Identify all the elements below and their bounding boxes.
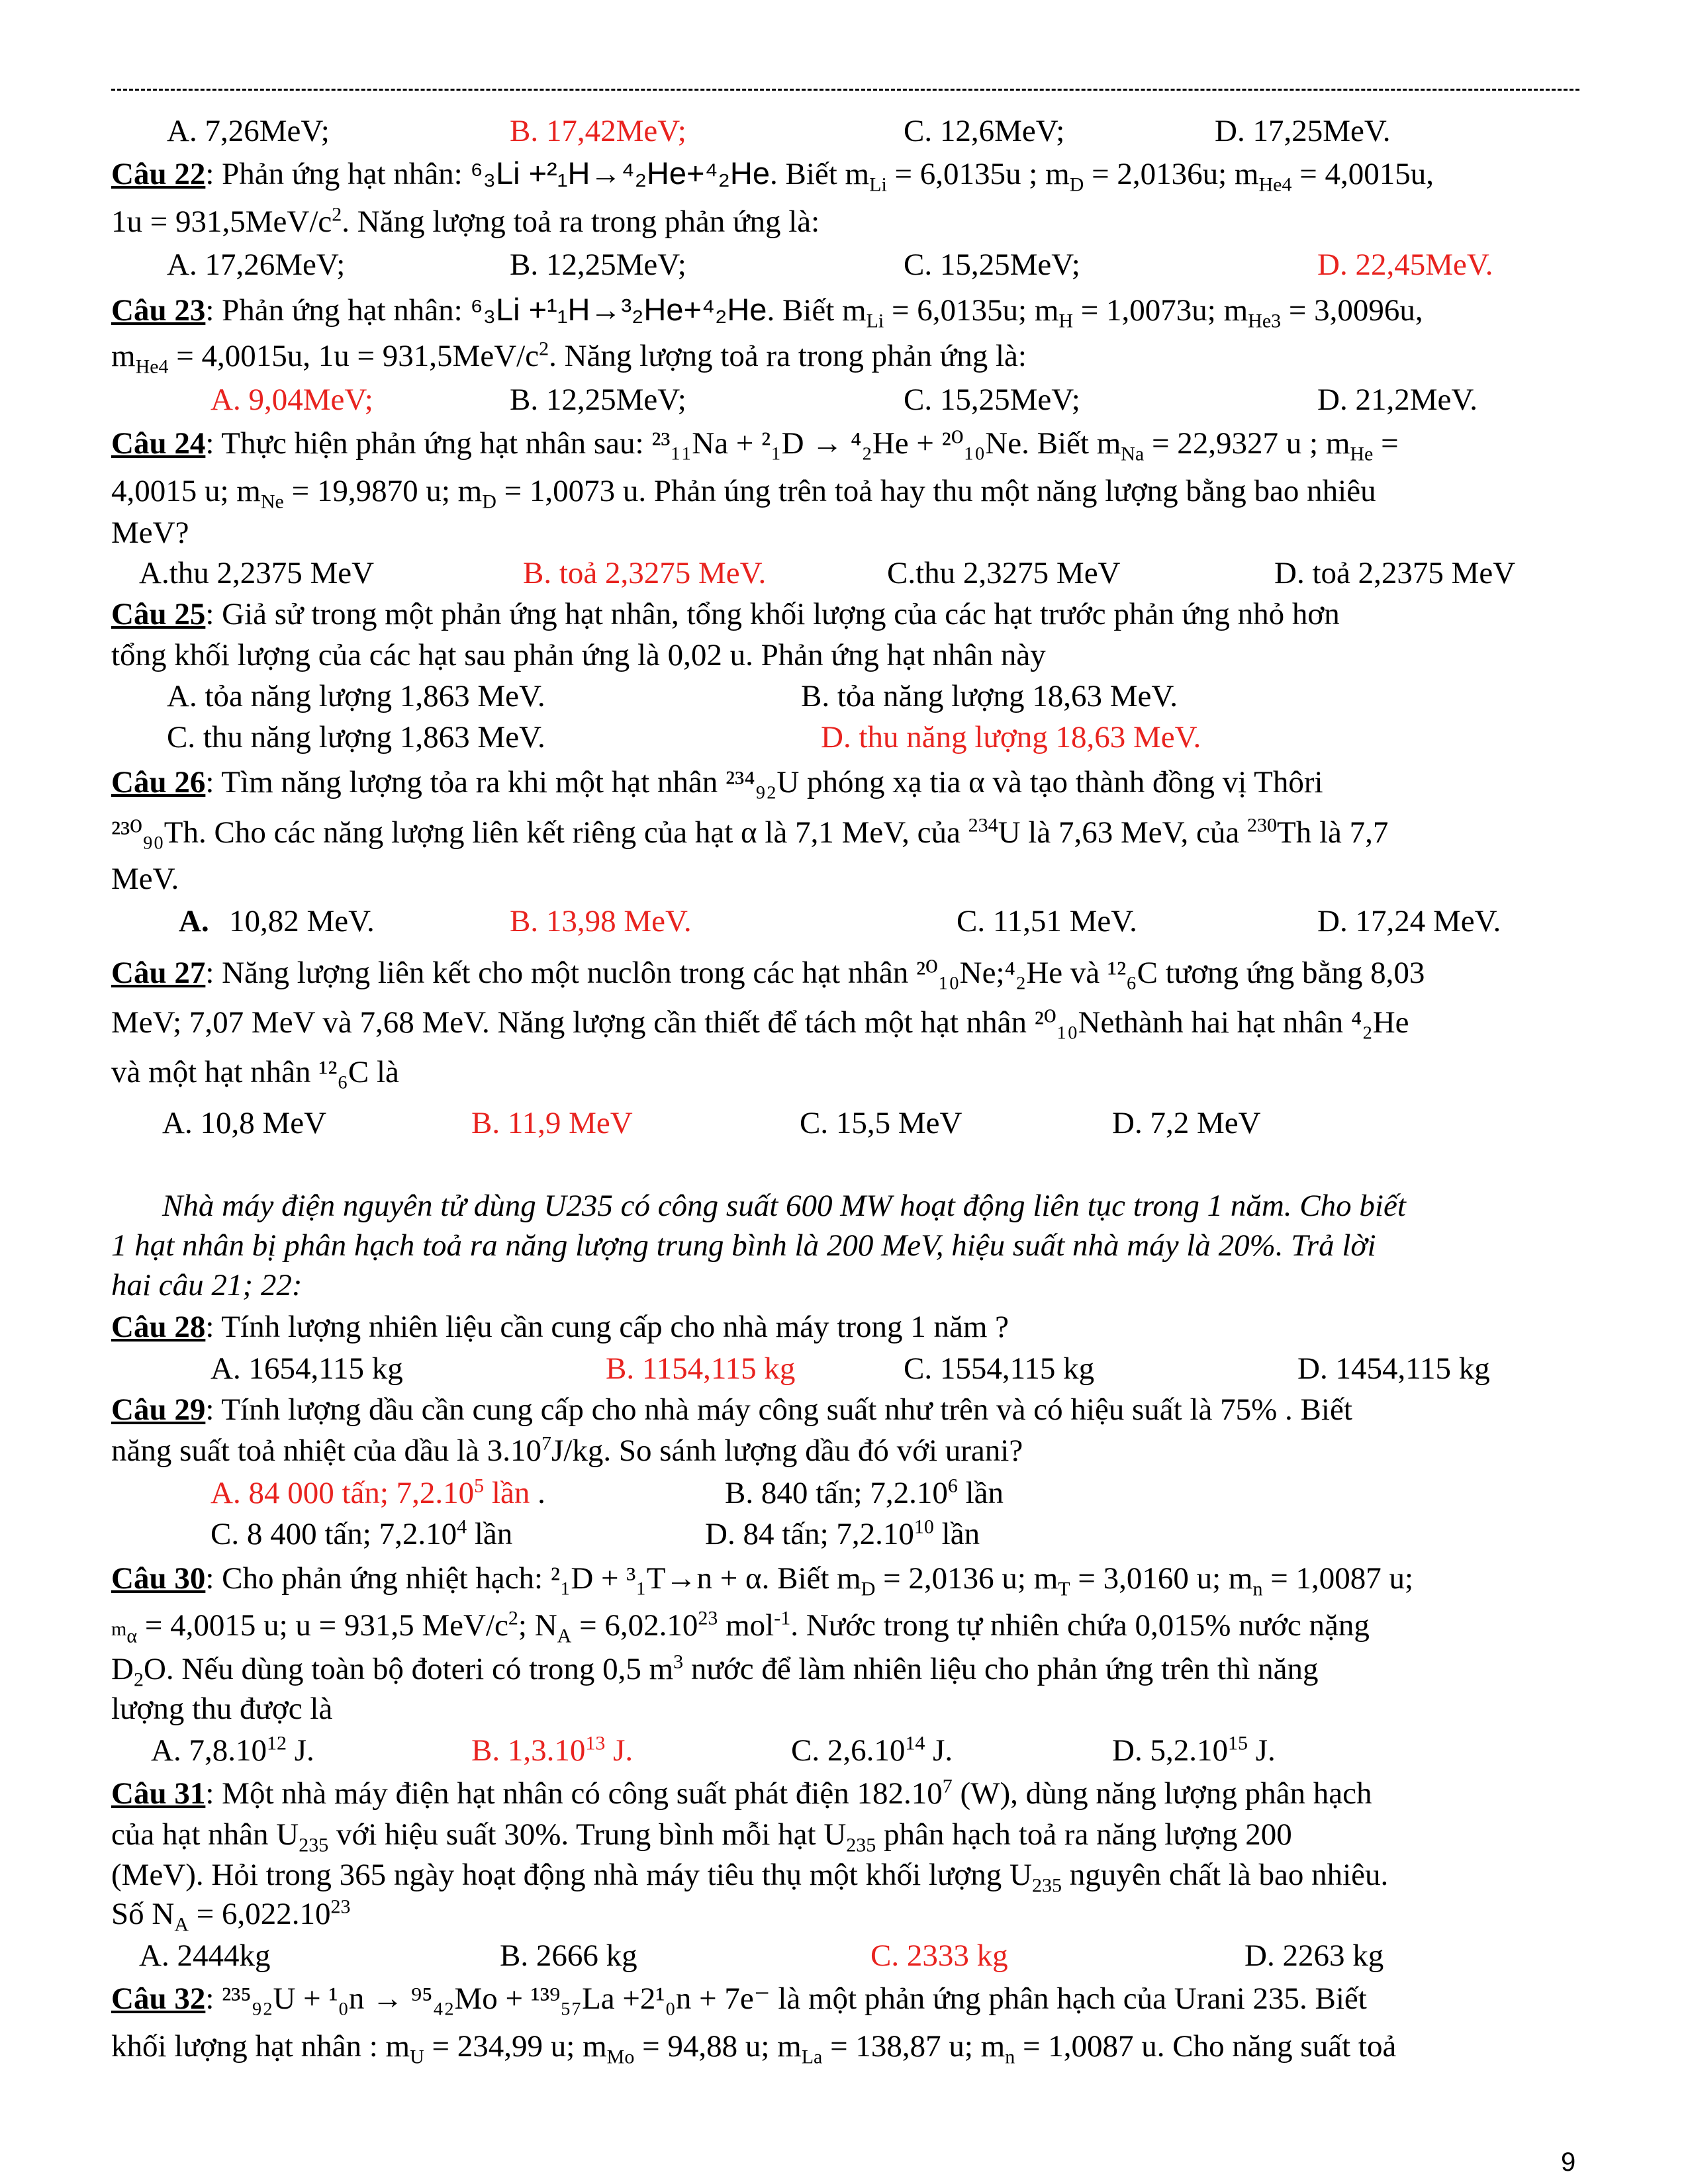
q27-sep: ; [996,956,1005,990]
q30-line3-b: O. Nếu dùng toàn bộ đoteri có trong 0,5 m [143,1652,674,1686]
q32-sub-n: n [1005,2046,1015,2068]
q32-sub-u: U [410,2046,424,2068]
q27-label: Câu 27 [111,956,206,990]
q27-line3-a: và một hạt nhân [111,1055,319,1089]
q22-formula: ⁶₃Li +²₁H→⁴₂He+⁴₂He [470,156,770,191]
q30-answer-b-text: B. 1,3.10 [471,1733,586,1768]
q30-line3-a: D [111,1652,134,1686]
q23-line2-c: . Năng lượng toả ra trong phản ứng là: [549,339,1027,373]
q22-text-e: = 4,0015u, [1291,157,1434,191]
q26-answer-c: C. 11,51 MeV. [957,904,1137,938]
page-number: 9 [1561,2148,1576,2177]
q29-answer-c [211,1514,512,1554]
q24-text-b: . Biết m [1021,426,1121,461]
q28-answer-c: C. 1554,115 kg [904,1351,1095,1386]
q27-answer-d: D. 7,2 MeV [1112,1106,1261,1140]
q31-line4 [111,1894,351,1934]
q29-line2 [111,1431,1023,1471]
q30-answer-c-text: C. 2,6.10 [791,1733,906,1768]
q22-line2 [111,202,820,242]
q30-sub-n: n [1252,1578,1263,1600]
q24-sub-na: Na [1121,443,1145,465]
q29-answer-a-sup: 5 [474,1475,485,1497]
q30-line2-sup3: -1 [774,1607,791,1629]
q28-answer-d: D. 1454,115 kg [1297,1351,1490,1386]
q30-line2-b: ; N [518,1608,557,1643]
q27-line2-a: MeV; 7,07 MeV và 7,68 MeV. Năng lượng cần thiết để tách một hạt nhân [111,1005,1035,1040]
q22-line1 [111,154,1434,194]
q32-line1-b: là một phản ứng phân hạch của Urani 235. Biết [778,1981,1367,2016]
q30-sub-d: D [861,1578,876,1600]
q26-line2 [111,813,1388,852]
q27-line3-b: là [369,1055,399,1089]
q23-label: Câu 23 [111,293,206,328]
q32-line2-a: khối lượng hạt nhân : m [111,2029,410,2064]
q28-answer-b: B. 1154,115 kg [606,1351,796,1386]
q30-line2-a: = 4,0015 u; u = 931,5 MeV/c [137,1608,508,1643]
q31-line3 [111,1855,1388,1895]
q29-answer-a [211,1473,545,1513]
q31-line4-a: Số N [111,1897,175,1931]
q29-answer-c-sup: 4 [457,1516,467,1538]
q23-answer-c: C. 15,25MeV; [904,383,1080,417]
q30-answer-b-sup: 13 [585,1732,606,1754]
q29-answer-c-text: C. 8 400 tấn; 7,2.10 [211,1517,457,1551]
dashed-separator [111,89,1579,91]
q25-line1 [111,594,1340,634]
q23-line2 [111,336,1027,376]
q26-answer-d: D. 17,24 MeV. [1317,904,1501,938]
q24-sub-d: D [482,490,496,513]
q27-nuclide-c-2: ¹²₆C [318,1055,369,1089]
q29-answer-b-text: B. 840 tấn; 7,2.10 [725,1476,948,1510]
q29-answer-a-dot: . [530,1476,545,1510]
q23-sub-h: H [1058,310,1074,332]
q26-sup-234: 234 [968,814,998,837]
q27-nuclide-he-2: ⁴₂He [1350,1005,1409,1040]
q27-nuclide-ne: ²⁰₁₀Ne [915,956,996,990]
q32-line2-b: = 234,99 u; m [424,2029,607,2064]
q23-text-d: = 1,0073u; m [1073,293,1248,328]
q27-line1-b: tương ứng bằng 8,03 [1157,956,1425,990]
q29-answer-d-text: D. 84 tấn; 7,2.10 [705,1517,914,1551]
q30-line2-sup2: 23 [698,1607,718,1629]
q23-line2-sup: 2 [539,338,549,360]
q32-sub-mo: Mo [606,2046,635,2068]
q25-answer-d: D. thu năng lượng 18,63 MeV. [821,720,1201,754]
q30-line1-d: = 3,0160 u; m [1070,1561,1253,1596]
q28-label: Câu 28 [111,1310,206,1344]
q30-line1-c: = 2,0136 u; m [875,1561,1058,1596]
q22-text-c: = 6,0135u ; m [886,157,1070,191]
q29-answer-a-text: A. 84 000 tấn; 7,2.10 [211,1476,475,1510]
q24-text-a: : Thực hiện phản ứng hạt nhân sau: [205,426,652,461]
q30-line3-sub: 2 [133,1668,144,1691]
q22-answer-a: A. 17,26MeV; [167,248,346,282]
q24-formula: ²³₁₁Na + ²₁D → ⁴₂He + ²⁰₁₀Ne [651,426,1022,461]
q24-line2-c: = 1,0073 u. Phản úng trên toả hay thu một năng lượng bằng bao nhiêu [496,474,1376,508]
q23-line1 [111,290,1423,330]
q25-line2: tổng khối lượng của các hạt sau phản ứng là 0,02 u. Phản ứng hạt nhân này [111,638,1046,672]
q26-line1-a: : Tìm năng lượng tỏa ra khi một hạt nhân [205,765,726,799]
q25-answer-a: A. tỏa năng lượng 1,863 MeV. [167,679,545,713]
q32-label: Câu 32 [111,1981,206,2016]
q23-text-a: : Phản ứng hạt nhân: [205,293,471,328]
q29-line2-sup: 7 [541,1432,551,1455]
q22-text: : Phản ứng hạt nhân: [205,157,471,191]
q31-line4-sup: 23 [330,1895,351,1918]
q30-line2 [111,1606,1370,1649]
q27-nuclide-he: ⁴₂He [1004,956,1063,990]
q32-line2-e: = 1,0087 u. Cho năng suất toả [1015,2029,1397,2064]
q27-line1 [111,953,1425,993]
q31-answer-a: A. 2444kg [139,1938,271,1973]
q30-line1 [111,1559,1413,1598]
q22-label: Câu 22 [111,157,206,191]
q27-and: và [1062,956,1107,990]
q30-answer-a [151,1731,314,1770]
q29-line1-text: : Tính lượng dầu cần cung cấp cho nhà máy công suất như trên và có hiệu suất là 75% . Biết [205,1392,1352,1427]
q31-answer-c: C. 2333 kg [870,1938,1008,1973]
q23-answer-b: B. 12,25MeV; [510,383,686,417]
q29-line2-b: J/kg. So sánh lượng dầu đó với urani? [551,1433,1023,1468]
q32-line2 [111,2026,1396,2066]
q27-line2-b: thành hai hạt nhân [1114,1005,1351,1040]
q30-line4: lượng thu được là [111,1692,333,1726]
q25-line1-text: : Giả sử trong một phản ứng hạt nhân, tổng khối lượng của các hạt trước phản ứng nhỏ hơn [205,597,1340,631]
q28-text: : Tính lượng nhiên liệu cần cung cấp cho nhà máy trong 1 năm ? [205,1310,1009,1344]
q30-line1-a: : Cho phản ứng nhiệt hạch: [205,1561,551,1596]
q30-line2-sub-alpha: α [126,1625,138,1647]
q22-line2-b: . Năng lượng toả ra trong phản ứng là: [342,205,820,239]
q31-line2 [111,1815,1292,1854]
q31-line2-sub1: 235 [299,1834,329,1856]
q31-line4-b: = 6,022.10 [189,1897,331,1931]
q27-nuclide-c: ¹²₆C [1107,956,1158,990]
q30-line3 [111,1649,1319,1689]
q23-sub-li: Li [866,310,884,332]
q29-line2-a: năng suất toả nhiệt của dầu là 3.10 [111,1433,541,1468]
q27-answer-c: C. 15,5 MeV [800,1106,962,1140]
q28-line1 [111,1307,1009,1347]
q22-line2-a: 1u = 931,5MeV/c [111,205,332,239]
q24-line3: MeV? [111,516,189,550]
q30-line2-c: = 6,02.10 [571,1608,698,1643]
q31-line2-a: của hạt nhân U [111,1817,299,1852]
q22-line2-sup: 2 [332,203,342,226]
q30-answer-d-sup: 15 [1227,1732,1248,1754]
q29-label: Câu 29 [111,1392,206,1427]
q31-line4-sub: A [174,1913,189,1936]
q23-text-c: = 6,0135u; m [884,293,1059,328]
q30-line2-d: mol [718,1608,774,1643]
q29-answer-b [725,1473,1004,1513]
q31-line3-a: (MeV). Hỏi trong 365 ngày hoạt động nhà máy tiêu thụ một khối lượng U [111,1858,1032,1892]
q24-text-d: = [1373,426,1399,461]
q30-answer-b-tail: J. [605,1733,633,1768]
q32-sub-la: La [801,2046,823,2068]
q26-sup-230: 230 [1246,814,1277,837]
q30-line1-e: = 1,0087 u; [1262,1561,1414,1596]
q22-answer-d: D. 22,45MeV. [1317,248,1493,282]
q31-line2-c: phân hạch toả ra năng lượng 200 [876,1817,1292,1852]
q24-label: Câu 24 [111,426,206,461]
prev-answer-b: B. 17,42MeV; [510,114,686,148]
q32-colon: : [205,1981,222,2016]
q22-sub-he4: He4 [1258,173,1292,196]
q32-formula: ²³⁵₉₂U + ¹₀n → ⁹⁵₄₂Mo + ¹³⁹₅₇La +2¹₀n + 7e⁻ [222,1981,771,2016]
q23-formula: ⁶₃Li +¹₁H→³₂He+⁴₂He [470,292,767,327]
q30-answer-a-sup: 12 [266,1732,287,1754]
q22-sub-d: D [1069,173,1084,196]
q30-line2-m: m [111,1618,127,1640]
q24-line2-b: = 19,9870 u; m [283,474,483,508]
q22-text-d: = 2,0136u; m [1084,157,1259,191]
q30-answer-d-text: D. 5,2.10 [1112,1733,1228,1768]
q23-line2-sub: He4 [135,355,169,378]
q30-line2-sup1: 2 [508,1607,518,1629]
q28-answer-a: A. 1654,115 kg [211,1351,403,1386]
q31-line2-sub2: 235 [846,1834,876,1856]
q27-nuclide-ne-2: ²⁰₁₀Ne [1034,1005,1115,1040]
q30-answer-c-sup: 14 [905,1732,925,1754]
q22-sub-li: Li [869,173,887,196]
q29-answer-d [705,1514,980,1554]
prev-answer-d: D. 17,25MeV. [1215,114,1391,148]
q30-answer-c [791,1731,953,1770]
q24-sub-he: He [1350,443,1374,465]
q23-sub-he3: He3 [1248,310,1282,332]
q25-answer-b: B. tỏa năng lượng 18,63 MeV. [801,679,1178,713]
q30-answer-d [1112,1731,1276,1770]
q24-answer-d: D. toả 2,2375 MeV [1274,556,1516,590]
q30-line2-e: . Nước trong tự nhiên chứa 0,015% nước nặng [790,1608,1370,1643]
q29-answer-d-tail: lần [933,1517,980,1551]
q23-text-b: . Biết m [767,293,867,328]
q27-answer-b: B. 11,9 MeV [471,1106,633,1140]
q32-line2-c: = 94,88 u; m [634,2029,802,2064]
intro-line1: Nhà máy điện nguyên tử dùng U235 có công suất 600 MW hoạt động liên tục trong 1 năm. Cho biết [162,1189,1406,1223]
q24-answer-b: B. toả 2,3275 MeV. [523,556,767,590]
q27-line2 [111,1003,1409,1042]
q31-label: Câu 31 [111,1776,206,1811]
q24-line2-a: 4,0015 u; m [111,474,261,508]
q29-answer-d-sup: 10 [914,1516,934,1538]
q30-answer-a-text: A. 7,8.10 [151,1733,267,1768]
q22-text-b: . Biết m [769,157,870,191]
q32-gap [771,1981,778,2016]
q24-sub-ne: Ne [260,490,284,513]
q23-answer-d: D. 21,2MeV. [1317,383,1477,417]
q27-line1-a: : Năng lượng liên kết cho một nuclôn trong các hạt nhân [205,956,916,990]
q29-answer-b-tail: lần [957,1476,1004,1510]
q30-line2-subA: A [557,1625,572,1647]
q29-answer-a-tail: lần [484,1476,530,1510]
q26-line2-c: Th là 7,7 [1276,815,1389,850]
q24-answer-a: A.thu 2,2375 MeV [139,556,375,590]
q29-answer-c-tail: lần [467,1517,513,1551]
prev-answer-c: C. 12,6MeV; [904,114,1065,148]
q31-line3-b: nguyên chất là bao nhiêu. [1061,1858,1389,1892]
prev-answer-a: A. 7,26MeV; [167,114,330,148]
q31-line1-a: : Một nhà máy điện hạt nhân có công suất phát điện 182.10 [205,1776,943,1811]
q27-line3 [111,1052,399,1092]
q30-line1-b: . Biết m [761,1561,861,1596]
q32-line1 [111,1979,1367,2019]
q30-sub-t: T [1058,1578,1070,1600]
q23-line2-a: m [111,339,136,373]
q31-line2-b: với hiệu suất 30%. Trung bình mỗi hạt U [328,1817,847,1852]
q24-answer-c: C.thu 2,3275 MeV [887,556,1121,590]
q30-answer-a-tail: J. [286,1733,314,1768]
q31-answer-b: B. 2666 kg [500,1938,637,1973]
q22-answer-c: C. 15,25MeV; [904,248,1080,282]
q31-line1-sup: 7 [942,1775,953,1797]
q30-line3-c: nước để làm nhiên liệu cho phản ứng trên thì năng [683,1652,1319,1686]
q30-answer-c-tail: J. [925,1733,953,1768]
q32-line2-d: = 138,87 u; m [822,2029,1006,2064]
q26-label: Câu 26 [111,765,206,799]
intro-line2: 1 hạt nhân bị phân hạch toả ra năng lượng trung bình là 200 MeV, hiệu suất nhà máy là 20%. Trả lời [111,1228,1376,1263]
q24-line2 [111,471,1376,511]
q31-answer-d: D. 2263 kg [1244,1938,1384,1973]
q26-line3: MeV. [111,862,179,896]
q26-answer-a: 10,82 MeV. [229,904,375,938]
q26-nuclide-u234: ²³⁴₉₂U [726,765,800,799]
q26-line2-b: U là 7,63 MeV, của [998,815,1247,850]
intro-line3: hai câu 21; 22: [111,1268,303,1302]
q30-answer-b [471,1731,633,1770]
q26-line2-a: . Cho các năng lượng liên kết riêng của hạt α là 7,1 MeV, của [199,815,968,850]
q23-line2-b: = 4,0015u, 1u = 931,5MeV/c [168,339,539,373]
q26-answer-b: B. 13,98 MeV. [510,904,692,938]
q24-line1 [111,424,1399,463]
q26-line1 [111,762,1323,802]
q30-answer-d-tail: J. [1247,1733,1276,1768]
q30-label: Câu 30 [111,1561,206,1596]
q26-answer-a-label: A. [179,904,209,938]
q24-text-c: = 22,9327 u ; m [1144,426,1350,461]
q23-answer-a: A. 9,04MeV; [211,383,373,417]
q27-answer-a: A. 10,8 MeV [162,1106,327,1140]
q25-answer-c: C. thu năng lượng 1,863 MeV. [167,720,545,754]
q30-line3-sup: 3 [673,1651,684,1673]
q31-line1 [111,1774,1372,1813]
q26-nuclide-th230: ²³⁰₉₀Th [111,815,199,850]
q31-line1-b: (W), dùng năng lượng phân hạch [952,1776,1372,1811]
q26-line1-b: phóng xạ tia α và tạo thành đồng vị Thôri [799,765,1323,799]
q30-formula: ²₁D + ³₁T→n + α [550,1561,762,1596]
q31-line3-sub: 235 [1031,1874,1062,1897]
q22-answer-b: B. 12,25MeV; [510,248,686,282]
q25-label: Câu 25 [111,597,206,631]
q29-answer-b-sup: 6 [947,1475,958,1497]
q23-text-e: = 3,0096u, [1281,293,1423,328]
q29-line1 [111,1390,1352,1430]
